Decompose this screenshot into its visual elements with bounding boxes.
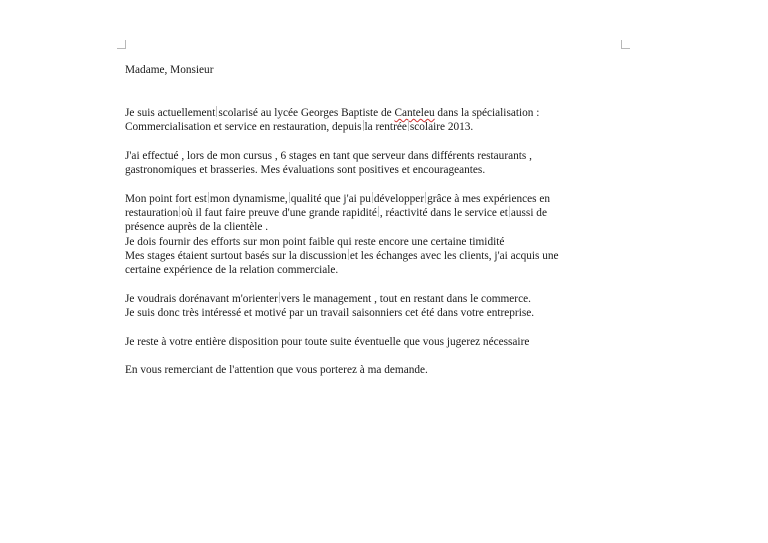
paragraph-line: En vous remerciant de l'attention que vous porterez à ma demande. (125, 364, 428, 377)
blank-line (125, 277, 625, 291)
blank-line (125, 134, 625, 148)
letter-body[interactable] (125, 63, 625, 378)
paragraph-strengths (125, 192, 625, 278)
blank-line (125, 349, 625, 363)
paragraph-line: Mon point fort est mon dynamisme, qualité que j'ai pu développer grâce à mes expériences en (125, 192, 551, 205)
salutation: Madame, Monsieur (125, 64, 214, 76)
top-left-margin-mark (117, 40, 126, 49)
top-right-margin-mark (621, 40, 630, 49)
bookmark-marker (289, 192, 290, 203)
bookmark-marker (378, 206, 379, 217)
bookmark-marker (372, 192, 373, 203)
bookmark-marker (509, 206, 510, 217)
paragraph-availability (125, 335, 625, 349)
paragraph-line: certaine expérience de la relation commerciale. (125, 264, 339, 277)
paragraph-line: Je suis actuellement scolarisé au lycée Georges Baptiste de Canteleu dans la spécialisation : (125, 106, 540, 119)
bookmark-marker (348, 249, 349, 260)
paragraph-orientation (125, 292, 625, 321)
paragraph-schooling (125, 106, 625, 135)
blank-line (125, 177, 625, 191)
blank-line (125, 320, 625, 334)
bookmark-marker (425, 192, 426, 203)
paragraph-line: Commercialisation et service en restauration, depuis la rentrée scolaire 2013. (125, 121, 474, 134)
paragraph-line: Je voudrais dorénavant m'orienter vers le management , tout en restant dans le commerce. (125, 292, 531, 305)
paragraph-line: J'ai effectué , lors de mon cursus , 6 stages en tant que serveur dans différents restaurants , (125, 149, 532, 162)
paragraph-line: Je reste à votre entière disposition pour toute suite éventuelle que vous jugerez nécessaire (125, 335, 530, 348)
paragraph-internships (125, 149, 625, 178)
paragraph-line: gastronomiques et brasseries. Mes évaluations sont positives et encourageantes. (125, 164, 486, 177)
blank-line (125, 77, 625, 106)
bookmark-marker (363, 120, 364, 131)
bookmark-marker (408, 120, 409, 131)
spelling-error[interactable]: Canteleu (394, 106, 435, 119)
paragraph-line: Je dois fournir des efforts sur mon point faible qui reste encore une certaine timidité (125, 235, 505, 248)
paragraph-closing (125, 363, 625, 377)
paragraph-line: Mes stages étaient surtout basés sur la discussion et les échanges avec les clients, j'ai acquis une (125, 249, 559, 262)
paragraph-line: Je suis donc très intéressé et motivé par un travail saisonniers cet été dans votre entreprise. (125, 307, 535, 320)
bookmark-marker (279, 292, 280, 303)
paragraph-line: présence auprès de la clientèle . (125, 221, 269, 234)
paragraph-line: restauration où il faut faire preuve d'une grande rapidité , réactivité dans le service et aussi de (125, 206, 547, 219)
bookmark-marker (208, 192, 209, 203)
